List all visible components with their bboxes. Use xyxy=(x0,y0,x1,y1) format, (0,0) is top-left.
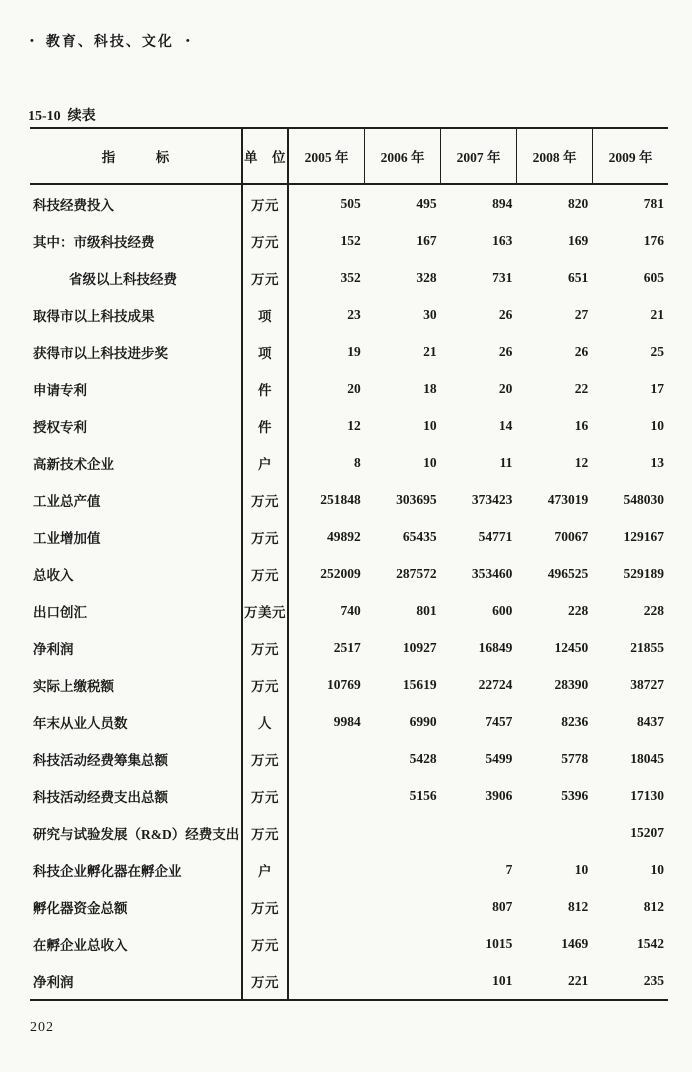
row-indicator-label: 科技活动经费筹集总额 xyxy=(30,740,243,777)
col-header-2007: 2007 年 xyxy=(441,129,517,183)
bullet-right-icon: • xyxy=(185,35,190,47)
col-header-indicator: 指 标 xyxy=(30,129,243,183)
row-indicator-label: 实际上缴税额 xyxy=(30,666,243,703)
row-value-2005 xyxy=(289,777,365,814)
row-value-2008: 651 xyxy=(567,269,589,285)
row-value-2005 xyxy=(289,888,365,925)
row-value-2009: 529189 xyxy=(623,565,664,581)
col-header-2006: 2006 年 xyxy=(365,129,441,183)
row-value-2005 xyxy=(289,962,365,999)
row-value-2009: 129167 xyxy=(623,528,664,544)
row-unit: 万元 xyxy=(243,666,289,703)
row-value-2009: 10 xyxy=(650,417,664,433)
row-value-2008: 5396 xyxy=(561,787,589,803)
row-value-2009: 228 xyxy=(643,602,664,618)
row-value-2007: 3906 xyxy=(485,787,513,803)
table-number-label: 15-10 续表 xyxy=(28,109,96,124)
row-value-2007: 101 xyxy=(492,972,513,988)
row-unit: 户 xyxy=(243,851,289,888)
row-value-2006: 5156 xyxy=(409,787,437,803)
row-value-2006 xyxy=(365,814,441,851)
row-unit: 万元 xyxy=(243,185,289,222)
row-value-2009: 235 xyxy=(643,972,664,988)
col-header-unit: 单 位 xyxy=(243,129,289,183)
row-indicator-label: 科技经费投入 xyxy=(30,185,243,222)
row-value-2005: 23 xyxy=(347,306,361,322)
row-value-2005 xyxy=(289,740,365,777)
table-header-row xyxy=(30,129,668,185)
row-value-2009: 21 xyxy=(650,306,664,322)
row-indicator-label: 取得市以上科技成果 xyxy=(30,296,243,333)
table-row xyxy=(30,777,668,814)
row-value-2006: 15619 xyxy=(402,676,437,692)
row-value-2005 xyxy=(289,814,365,851)
table-body xyxy=(30,185,668,999)
row-indicator-label: 省级以上科技经费 xyxy=(30,259,243,296)
row-value-2007: 7 xyxy=(505,861,513,877)
row-value-2008: 28390 xyxy=(554,676,589,692)
row-value-2009: 1542 xyxy=(636,935,664,951)
row-value-2007: 731 xyxy=(492,269,513,285)
row-value-2006: 801 xyxy=(416,602,437,618)
row-unit: 项 xyxy=(243,296,289,333)
table-row xyxy=(30,185,668,222)
table-row xyxy=(30,740,668,777)
table-row xyxy=(30,703,668,740)
row-indicator-label: 年末从业人员数 xyxy=(30,703,243,740)
row-value-2008: 12450 xyxy=(554,639,589,655)
row-value-2006 xyxy=(365,851,441,888)
row-value-2006: 495 xyxy=(416,195,437,211)
row-unit: 户 xyxy=(243,444,289,481)
table-row xyxy=(30,296,668,333)
row-value-2006: 10927 xyxy=(402,639,437,655)
row-indicator-label: 在孵企业总收入 xyxy=(30,925,243,962)
row-value-2007: 20 xyxy=(498,380,513,396)
row-value-2008: 12 xyxy=(574,454,589,470)
row-unit: 万元 xyxy=(243,555,289,592)
table-row xyxy=(30,925,668,962)
row-value-2009: 38727 xyxy=(630,676,664,692)
row-value-2005: 10769 xyxy=(327,676,361,692)
row-value-2006: 10 xyxy=(423,454,437,470)
statistics-table xyxy=(30,127,668,1001)
row-value-2009: 781 xyxy=(643,195,664,211)
row-value-2005: 740 xyxy=(340,602,361,618)
row-value-2007 xyxy=(441,814,517,851)
row-indicator-label: 总收入 xyxy=(30,555,243,592)
row-indicator-label: 出口创汇 xyxy=(30,592,243,629)
table-row xyxy=(30,444,668,481)
row-value-2009: 548030 xyxy=(623,491,664,507)
row-value-2005: 49892 xyxy=(327,528,361,544)
row-value-2009: 812 xyxy=(643,898,664,914)
row-value-2006: 18 xyxy=(423,380,437,396)
col-header-2009: 2009 年 xyxy=(608,150,653,165)
row-value-2006: 65435 xyxy=(402,528,437,544)
row-value-2005 xyxy=(289,851,365,888)
table-row xyxy=(30,962,668,999)
row-value-2008: 496525 xyxy=(547,565,589,581)
col-header-2008: 2008 年 xyxy=(517,129,593,183)
row-unit: 万美元 xyxy=(243,592,289,629)
col-header-2005: 2005 年 xyxy=(289,129,365,183)
row-value-2007: 14 xyxy=(498,417,513,433)
row-value-2007: 26 xyxy=(498,343,513,359)
row-value-2008: 221 xyxy=(567,972,589,988)
row-indicator-label: 获得市以上科技进步奖 xyxy=(30,333,243,370)
row-value-2008: 10 xyxy=(574,861,589,877)
row-unit: 万元 xyxy=(243,962,289,999)
row-value-2005: 505 xyxy=(340,195,361,211)
row-value-2008: 26 xyxy=(574,343,589,359)
row-value-2006: 303695 xyxy=(396,491,437,507)
row-value-2007: 353460 xyxy=(471,565,513,581)
row-unit: 件 xyxy=(243,370,289,407)
row-indicator-label: 其中：市级科技经费 xyxy=(30,222,243,259)
table-row xyxy=(30,629,668,666)
row-value-2005: 8 xyxy=(354,454,361,470)
table-row xyxy=(30,259,668,296)
row-value-2005: 2517 xyxy=(333,639,361,655)
row-value-2008: 812 xyxy=(567,898,589,914)
row-value-2009: 18045 xyxy=(630,750,664,766)
row-value-2005: 12 xyxy=(347,417,361,433)
table-row xyxy=(30,481,668,518)
row-value-2007: 163 xyxy=(492,232,513,248)
row-unit: 万元 xyxy=(243,259,289,296)
table-row xyxy=(30,333,668,370)
table-row xyxy=(30,222,668,259)
row-value-2006: 30 xyxy=(423,306,437,322)
row-value-2005: 152 xyxy=(340,232,361,248)
row-value-2007: 1015 xyxy=(485,935,513,951)
row-unit: 万元 xyxy=(243,777,289,814)
row-value-2006 xyxy=(365,925,441,962)
row-value-2007: 807 xyxy=(492,898,513,914)
row-value-2006: 287572 xyxy=(396,565,437,581)
table-row xyxy=(30,555,668,592)
row-value-2007: 373423 xyxy=(471,491,513,507)
row-value-2007: 7457 xyxy=(485,713,513,729)
row-value-2007: 26 xyxy=(498,306,513,322)
running-head xyxy=(30,31,190,51)
row-value-2009: 10 xyxy=(650,861,664,877)
row-value-2005: 251848 xyxy=(320,491,361,507)
row-indicator-label: 净利润 xyxy=(30,962,243,999)
row-value-2006: 10 xyxy=(423,417,437,433)
table-row xyxy=(30,370,668,407)
row-value-2006: 328 xyxy=(416,269,437,285)
row-value-2009: 17 xyxy=(650,380,664,396)
row-unit: 万元 xyxy=(243,925,289,962)
row-value-2008: 1469 xyxy=(561,935,589,951)
table-row xyxy=(30,592,668,629)
row-indicator-label: 科技活动经费支出总额 xyxy=(30,777,243,814)
row-unit: 万元 xyxy=(243,222,289,259)
row-value-2005: 352 xyxy=(340,269,361,285)
row-value-2005 xyxy=(289,925,365,962)
row-value-2008: 8236 xyxy=(561,713,589,729)
row-indicator-label: 净利润 xyxy=(30,629,243,666)
row-unit: 件 xyxy=(243,407,289,444)
row-value-2009: 13 xyxy=(650,454,664,470)
row-value-2006: 167 xyxy=(416,232,437,248)
row-unit: 万元 xyxy=(243,888,289,925)
row-unit: 万元 xyxy=(243,518,289,555)
row-value-2007: 54771 xyxy=(478,528,513,544)
row-value-2006 xyxy=(365,962,441,999)
table-row xyxy=(30,851,668,888)
row-value-2007: 894 xyxy=(492,195,513,211)
row-value-2009: 176 xyxy=(643,232,664,248)
row-unit: 万元 xyxy=(243,740,289,777)
table-row xyxy=(30,814,668,851)
row-value-2008: 27 xyxy=(574,306,589,322)
row-value-2008: 169 xyxy=(567,232,589,248)
row-value-2005: 20 xyxy=(347,380,361,396)
chapter-title: 教育、科技、文化 xyxy=(45,35,174,50)
table-row xyxy=(30,518,668,555)
row-value-2009: 25 xyxy=(650,343,664,359)
row-value-2007: 11 xyxy=(499,454,513,470)
row-value-2008: 473019 xyxy=(547,491,589,507)
row-indicator-label: 研究与试验发展（R&D）经费支出 xyxy=(30,814,243,851)
row-value-2006: 5428 xyxy=(409,750,437,766)
row-value-2009: 8437 xyxy=(636,713,664,729)
bullet-left-icon: • xyxy=(30,35,34,47)
row-value-2008: 70067 xyxy=(554,528,589,544)
row-unit: 万元 xyxy=(243,481,289,518)
row-indicator-label: 科技企业孵化器在孵企业 xyxy=(30,851,243,888)
row-value-2009: 605 xyxy=(643,269,664,285)
row-unit: 万元 xyxy=(243,629,289,666)
row-value-2005: 252009 xyxy=(320,565,361,581)
row-value-2006: 21 xyxy=(423,343,437,359)
row-value-2008: 820 xyxy=(567,195,589,211)
row-unit: 项 xyxy=(243,333,289,370)
row-value-2005: 19 xyxy=(347,343,361,359)
row-indicator-label: 申请专利 xyxy=(30,370,243,407)
row-value-2007: 16849 xyxy=(478,639,513,655)
table-row xyxy=(30,407,668,444)
row-value-2008 xyxy=(516,814,592,851)
row-indicator-label: 工业增加值 xyxy=(30,518,243,555)
row-indicator-label: 授权专利 xyxy=(30,407,243,444)
table-row xyxy=(30,888,668,925)
row-indicator-label: 孵化器资金总额 xyxy=(30,888,243,925)
row-unit: 人 xyxy=(243,703,289,740)
row-value-2008: 22 xyxy=(574,380,589,396)
row-indicator-label: 高新技术企业 xyxy=(30,444,243,481)
row-value-2006 xyxy=(365,888,441,925)
row-value-2007: 600 xyxy=(492,602,513,618)
row-value-2009: 15207 xyxy=(630,824,664,840)
table-row xyxy=(30,666,668,703)
row-value-2008: 5778 xyxy=(561,750,589,766)
row-value-2009: 21855 xyxy=(630,639,664,655)
row-value-2009: 17130 xyxy=(630,787,664,803)
row-value-2005: 9984 xyxy=(333,713,361,729)
row-value-2006: 6990 xyxy=(409,713,437,729)
row-value-2007: 22724 xyxy=(478,676,513,692)
row-indicator-label: 工业总产值 xyxy=(30,481,243,518)
page-number: 202 xyxy=(30,1020,54,1035)
row-value-2007: 5499 xyxy=(485,750,513,766)
row-value-2008: 16 xyxy=(574,417,589,433)
row-value-2008: 228 xyxy=(567,602,589,618)
row-unit: 万元 xyxy=(243,814,289,851)
